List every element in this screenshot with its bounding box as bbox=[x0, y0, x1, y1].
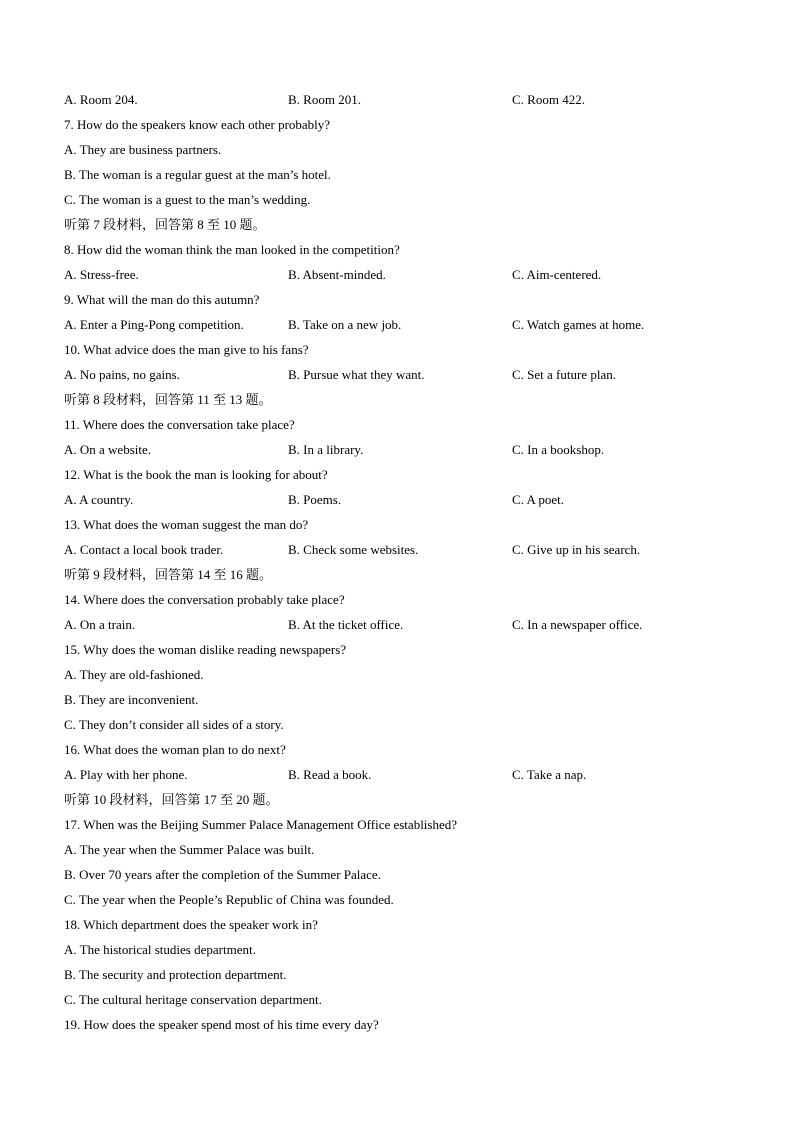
q11-question: 11. Where does the conversation take place? bbox=[64, 417, 295, 432]
q16-option-b: B. Read a book. bbox=[288, 767, 372, 782]
q13-question: 13. What does the woman suggest the man do? bbox=[64, 517, 309, 532]
q17-question: 17. When was the Beijing Summer Palace Management Office established? bbox=[64, 817, 458, 832]
q15-option-a: A. They are old-fashioned. bbox=[64, 667, 204, 682]
q8-option-c: C. Aim-centered. bbox=[512, 267, 602, 282]
q17-option-c: C. The year when the People’s Republic of China was founded. bbox=[64, 892, 394, 907]
q9-option-c: C. Watch games at home. bbox=[512, 317, 645, 332]
q6-option-b: B. Room 201. bbox=[288, 92, 361, 107]
q18-option-b: B. The security and protection department. bbox=[64, 967, 287, 982]
q15-option-c: C. They don’t consider all sides of a story. bbox=[64, 717, 284, 732]
q17-option-b: B. Over 70 years after the completion of the Summer Palace. bbox=[64, 867, 381, 882]
section-9-instruction: 听第 9 段材料，回答第 14 至 16 题。 bbox=[64, 567, 273, 582]
q7-option-c: C. The woman is a guest to the man’s wedding. bbox=[64, 192, 311, 207]
q17-option-a: A. The year when the Summer Palace was built. bbox=[64, 842, 315, 857]
section-7-instruction: 听第 7 段材料，回答第 8 至 10 题。 bbox=[64, 217, 266, 232]
q13-option-a: A. Contact a local book trader. bbox=[64, 542, 224, 557]
q12-option-a: A. A country. bbox=[64, 492, 134, 507]
q12-question: 12. What is the book the man is looking for about? bbox=[64, 467, 328, 482]
q8-question: 8. How did the woman think the man looked in the competition? bbox=[64, 242, 400, 257]
q11-option-c: C. In a bookshop. bbox=[512, 442, 605, 457]
q12-option-b: B. Poems. bbox=[288, 492, 342, 507]
q15-option-b: B. They are inconvenient. bbox=[64, 692, 199, 707]
q18-option-a: A. The historical studies department. bbox=[64, 942, 256, 957]
q18-option-c: C. The cultural heritage conservation department. bbox=[64, 992, 322, 1007]
q9-question: 9. What will the man do this autumn? bbox=[64, 292, 260, 307]
q13-option-c: C. Give up in his search. bbox=[512, 542, 641, 557]
q18-question: 18. Which department does the speaker work in? bbox=[64, 917, 318, 932]
q19-question: 19. How does the speaker spend most of his time every day? bbox=[64, 1017, 379, 1032]
q14-option-b: B. At the ticket office. bbox=[288, 617, 404, 632]
q8-option-b: B. Absent-minded. bbox=[288, 267, 386, 282]
q14-option-a: A. On a train. bbox=[64, 617, 136, 632]
q8-option-a: A. Stress-free. bbox=[64, 267, 139, 282]
q14-option-c: C. In a newspaper office. bbox=[512, 617, 643, 632]
q9-option-a: A. Enter a Ping-Pong competition. bbox=[64, 317, 244, 332]
section-8-instruction: 听第 8 段材料，回答第 11 至 13 题。 bbox=[64, 392, 272, 407]
q16-question: 16. What does the woman plan to do next? bbox=[64, 742, 286, 757]
q16-option-a: A. Play with her phone. bbox=[64, 767, 188, 782]
q6-option-c: C. Room 422. bbox=[512, 92, 585, 107]
q7-question: 7. How do the speakers know each other probably? bbox=[64, 117, 331, 132]
q10-option-a: A. No pains, no gains. bbox=[64, 367, 180, 382]
q14-question: 14. Where does the conversation probably take place? bbox=[64, 592, 345, 607]
q7-option-b: B. The woman is a regular guest at the man’s hotel. bbox=[64, 167, 331, 182]
q10-question: 10. What advice does the man give to his fans? bbox=[64, 342, 309, 357]
q15-question: 15. Why does the woman dislike reading newspapers? bbox=[64, 642, 347, 657]
q6-option-a: A. Room 204. bbox=[64, 92, 138, 107]
q13-option-b: B. Check some websites. bbox=[288, 542, 419, 557]
q10-option-c: C. Set a future plan. bbox=[512, 367, 616, 382]
q16-option-c: C. Take a nap. bbox=[512, 767, 587, 782]
q7-option-a: A. They are business partners. bbox=[64, 142, 222, 157]
q11-option-a: A. On a website. bbox=[64, 442, 152, 457]
q11-option-b: B. In a library. bbox=[288, 442, 364, 457]
q9-option-b: B. Take on a new job. bbox=[288, 317, 402, 332]
section-10-instruction: 听第 10 段材料，回答第 17 至 20 题。 bbox=[64, 792, 279, 807]
q12-option-c: C. A poet. bbox=[512, 492, 565, 507]
q10-option-b: B. Pursue what they want. bbox=[288, 367, 425, 382]
